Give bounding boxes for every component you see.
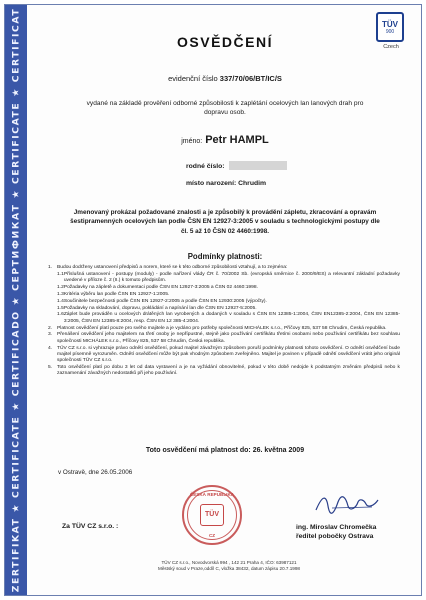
- signature-icon: [312, 488, 382, 518]
- condition-subitem: 1.3 Kritéria výběru lan podle ČSN EN 12927-1:2005.: [57, 291, 170, 297]
- condition-subitem: 1.6 Záplet bude prováděn u ocelových drátěných lan vyrobených a dodaných v souladu s ČSN EN 12385-1:2004, ČSN EN12385-2:2004, ČSN EN 12385-3:2005, ČSN EN 12385-8:2004, resp. ČSN EN 12 385-4:2004.: [57, 312, 400, 324]
- tuv-stamp: ČESKÁ REPUBLIKA TÜV CZ: [182, 485, 242, 545]
- evidence-number: evidenční číslo 337/70/06/BT/IC/S: [168, 74, 282, 83]
- condition-item: 3. Přenášení osvědčení jeho majitelem na třetí osoby je nepřípustné, stejně jako používání certifikátu třetími osobami nebo používání certifikátu bez souhlasu společnosti MICHÁLEK s.r.o., Příčovy 825, 537 58 Chrudim, Česká republika.: [48, 332, 400, 344]
- tuv-country: Czech: [383, 44, 399, 50]
- condition-item: 2. Platnost osvědčení platí pouze pro svého majitele a je vydáno pro potřeby společnosti MICHÁLEK s.r.o., Příčovy 825, 537 58 Chrudim, Česká republika.: [48, 325, 387, 331]
- page-title: OSVĚDČENÍ: [177, 34, 273, 50]
- signer: ing. Miroslav Chromečka ředitel pobočky Ostrava: [296, 524, 377, 541]
- condition-subitem: 1.4 Součinitele bezpečnosti podle ČSN EN 12927-2:2005 a podle ČSN EN 12930:2005 (výpočty).: [57, 298, 267, 304]
- redacted-field: [229, 161, 287, 170]
- condition-item: 5. Toto osvědčení platí po dobu 3 let od data vystavení a je na vyžádání obnovitelné, pokud v této době nedojde k podstatným změnám předpisů nebo k zaznamenání závažných nedostatků při jeho používání.: [48, 364, 400, 377]
- condition-subitem: 1.5 Požadavky na skladování, dopravu, pokládání a napínání lan dle ČSN EN 12927-5:2005.: [57, 305, 257, 311]
- conditions-title: Podmínky platnosti:: [187, 252, 263, 261]
- tuv-badge-icon: TÜV 900: [376, 12, 404, 42]
- birth-place: místo narození: Chrudim: [186, 180, 267, 187]
- condition-subitem: 1.2 Požadavky na zápletě a dokumentaci podle ČSN EN 12927-3:2005 a ČSN 02 4460:1998.: [57, 284, 258, 290]
- tuv-stamp-icon: TÜV: [200, 504, 224, 526]
- certificate-content: [34, 8, 416, 592]
- conditions-list: [48, 265, 400, 378]
- issuer: Za TÜV CZ s.r.o. :: [62, 523, 119, 530]
- validity-date: Toto osvědčení má platnost do: 26. května 2009: [145, 447, 305, 454]
- condition-item: 1. Budou dodrženy ustanovení předpisů a norem, které se k této odborné způsobilosti vztahují, a to zejména:: [48, 265, 288, 270]
- qualification-statement: Jmenovaný prokázal požadované znalosti a je způsobilý k provádění zápletu, zkracování a opravám šestipramenných ocelových lan podle ČSN EN 12927-3:2005 v souladu s technologickými postupy dle čl. 5 až 10 ČSN 02 4460:1998.: [70, 209, 380, 235]
- condition-item: 4. TÜV CZ s.r.o. si vyhrazuje právo odnětí osvědčení, pokud majitel závažným způsobem poruší podmínky platnosti tohoto osvědčení. O odnětí osvědčení bude majitel písemně vyrozuměn. Odnětí osvědčení může být pak vhodným způsobem zveřejněno. Majitel je povinen v případě odnětí osvědčení vrátit jeho originál společnosti TÜV CZ s.r.o.: [48, 345, 400, 364]
- footer: TÜV CZ s.r.o., Novodvorská 994 , 142 21 Praha 4, IČO: 63987121 Městský soud v Praze,oddíl C, vložka 38432, datum zápisu 20.7.1998: [158, 560, 300, 572]
- holder-name: jméno: Petr HAMPL: [181, 134, 269, 146]
- sidebar-band: [5, 5, 27, 595]
- condition-subitem: 1.1 Příslušná ustanovení - postupy (moduly) - podle nařízení vlády ČR č. 70/2002 Sb. (evropská směrnice č. 2000/9/ES) a relevantní základní požadavky uvedené v příloze č. 2 (II.) k tomuto předpisům.: [57, 271, 400, 284]
- place-date: v Ostravě, dne 26.05.2006: [58, 469, 133, 476]
- sidebar-text: ZERTIFIKAT ★ CERTIFICATE ★ CERTIFICADO ★ СЕРТИФИКАТ ★ CERTIFICATE ★ CERTIFICAT: [10, 7, 22, 593]
- birth-number: rodné číslo:: [186, 161, 287, 170]
- issued-text: vydané na základě prověření odborné způsobilosti k zaplétání ocelových lan lanových drah pro dopravu osob.: [86, 100, 364, 116]
